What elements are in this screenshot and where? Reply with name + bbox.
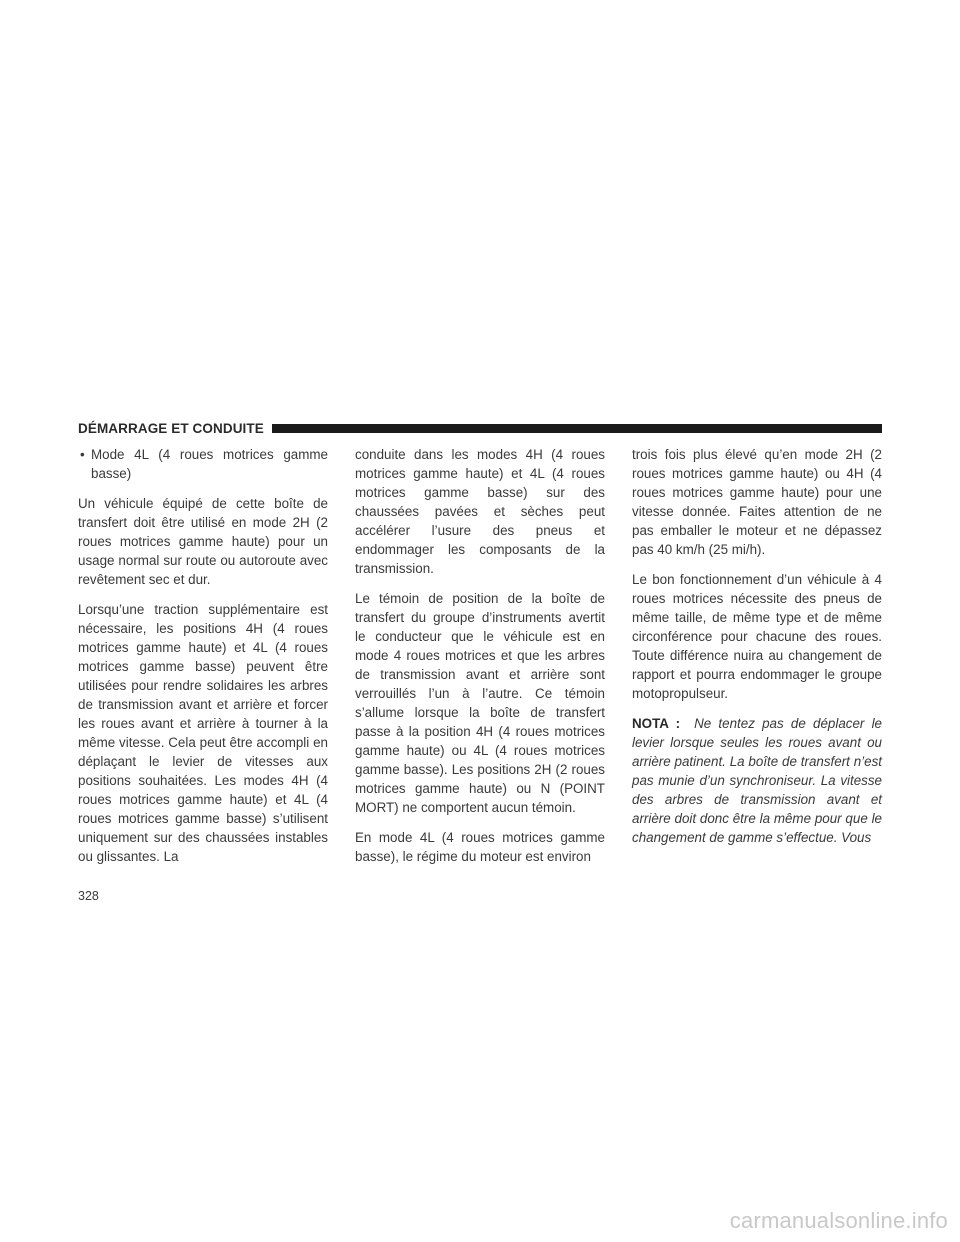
column-1 (78, 445, 328, 877)
paragraph: conduite dans les modes 4H (4 roues motrices gamme haute) et 4L (4 roues motrices gamme basse) sur des chaussées pavées et sèches peut accélérer l’usure des pneus et endommager les composants de la transmission. (355, 447, 605, 576)
paragraph: Le témoin de position de la boîte de transfert du groupe d’instruments avertit le conducteur que le véhicule est en mode 4 roues motrices et que les arbres de transmission avant et arrière sont verrouillés l’un à l’autre. Ce témoin s’allume lorsque la boîte de transfert passe à la position 4H (4 roues motrices gamme haute) ou 4L (4 roues motrices gamme basse). Les positions 2H (2 roues motrices gamme haute) ou N (POINT MORT) ne comportent aucun témoin. (355, 591, 605, 815)
watermark: carmanualsonline.info (729, 1208, 948, 1233)
paragraph: Un véhicule équipé de cette boîte de transfert doit être utilisé en mode 2H (2 roues motrices gamme haute) pour un usage normal sur route ou autoroute avec revêtement sec et dur. (78, 496, 328, 587)
header-rule (272, 424, 882, 433)
paragraph: En mode 4L (4 roues motrices gamme basse), le régime du moteur est environ (355, 830, 605, 864)
paragraph: Lorsqu’une traction supplémentaire est nécessaire, les positions 4H (4 roues motrices gamme haute) et 4L (4 roues motrices gamme basse) peuvent être utilisées pour rendre solidaires les arbres de transmission avant et arrière et forcer les roues avant et arrière à tourner à la même vitesse. Cela peut être accompli en déplaçant le levier de vitesses aux positions souhaitées. Les modes 4H (4 roues motrices gamme haute) et 4L (4 roues motrices gamme basse) s’utilisent uniquement sur des chaussées instables ou glissantes. La (78, 602, 328, 864)
column-2 (355, 445, 605, 877)
paragraph: trois fois plus élevé qu’en mode 2H (2 roues motrices gamme haute) ou 4H (4 roues motrices gamme haute) pour une vitesse donnée. Faites attention de ne pas emballer le moteur et ne dépassez pas 40 km/h (25 mi/h). (632, 447, 882, 557)
text-columns (78, 445, 882, 877)
bullet-text: Mode 4L (4 roues motrices gamme basse) (91, 447, 328, 481)
note-label: NOTA : (632, 716, 681, 731)
section-header (78, 420, 882, 436)
bullet-dot-icon: • (80, 447, 85, 462)
bullet-item (78, 445, 328, 483)
note-text: Ne tentez pas de déplacer le levier lorsque seules les roues avant ou arrière patinent. La boîte de transfert n’est pas munie d’un synchroniseur. La vitesse des arbres de transmission avant et arrière doit donc être la même pour que le changement de gamme s’effectue. Vous (632, 716, 882, 845)
note-paragraph (632, 714, 882, 847)
page-number: 328 (78, 889, 99, 903)
section-title: DÉMARRAGE ET CONDUITE (78, 420, 264, 436)
paragraph: Le bon fonctionnement d’un véhicule à 4 roues motrices nécessite des pneus de même taille, de même type et de même circonférence pour chacune des roues. Toute différence nuira au changement de rapport et pourra endommager le groupe motopropulseur. (632, 572, 882, 701)
column-3 (632, 445, 882, 877)
